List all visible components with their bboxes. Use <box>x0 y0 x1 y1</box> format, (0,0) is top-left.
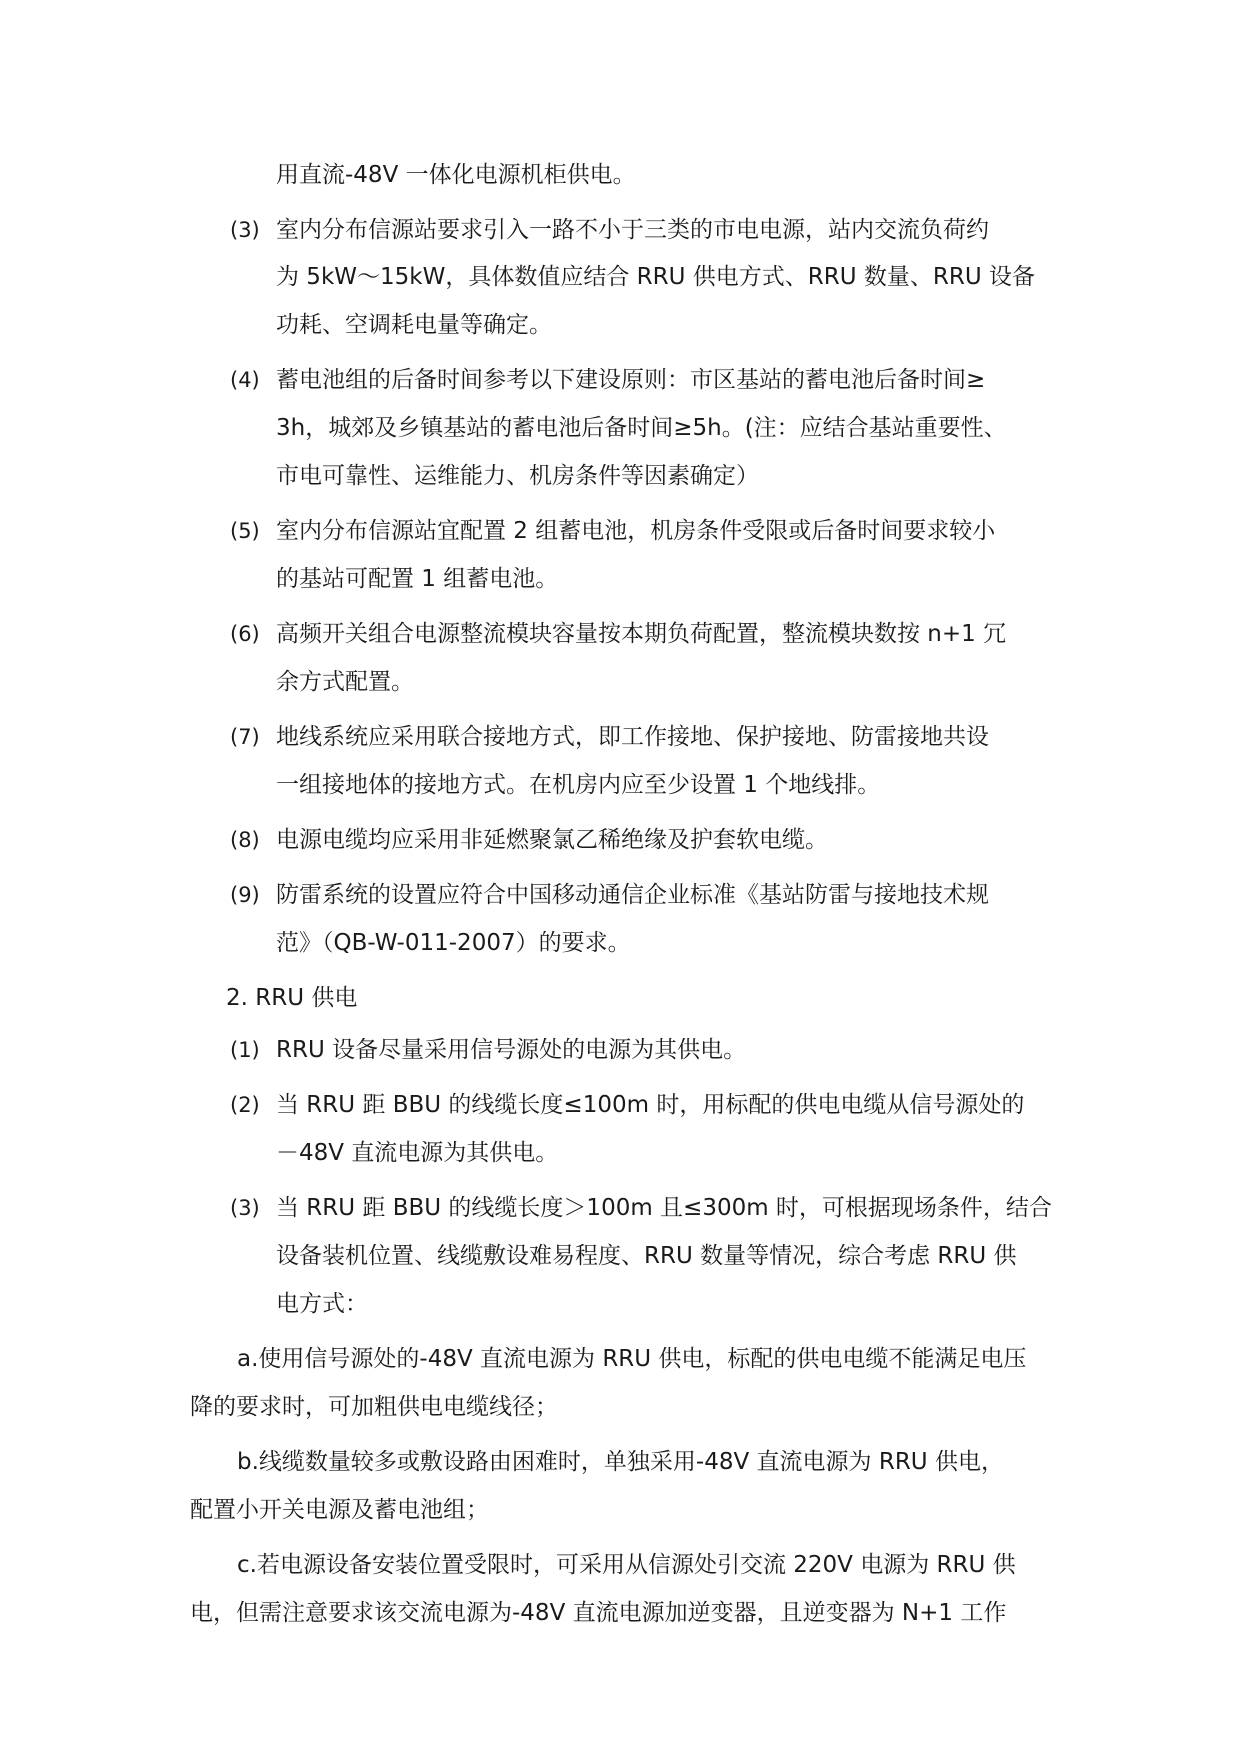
text-line: c.若电源设备安装位置受限时，可采用从信源处引交流 220V 电源为 RRU 供 <box>237 1552 1016 1578</box>
section-heading: 2. RRU 供电 <box>226 985 358 1011</box>
list-number: (6) <box>230 622 260 646</box>
list-number: (3) <box>230 218 260 242</box>
text-line: 高频开关组合电源整流模块容量按本期负荷配置，整流模块数按 n+1 冗 <box>276 621 1007 647</box>
text-line: 余方式配置。 <box>276 669 414 695</box>
text-line: 防雷系统的设置应符合中国移动通信企业标准《基站防雷与接地技术规 <box>276 882 989 908</box>
text-line: －48V 直流电源为其供电。 <box>276 1140 559 1166</box>
list-number: (3) <box>230 1196 260 1220</box>
text-line: 地线系统应采用联合接地方式，即工作接地、保护接地、防雷接地共设 <box>276 724 989 750</box>
text-line: 室内分布信源站宜配置 2 组蓄电池，机房条件受限或后备时间要求较小 <box>276 518 996 544</box>
text-line: b.线缆数量较多或敷设路由困难时，单独采用-48V 直流电源为 RRU 供电， <box>237 1449 1004 1475</box>
list-number: (4) <box>230 368 260 392</box>
text-line: 3h，城郊及乡镇基站的蓄电池后备时间≥5h。(注：应结合基站重要性、 <box>276 415 1007 441</box>
text-line: 用直流-48V 一体化电源机柜供电。 <box>276 162 636 188</box>
list-number: (9) <box>230 883 260 907</box>
text-line: 降的要求时，可加粗供电电缆线径； <box>190 1394 558 1420</box>
list-number: (8) <box>230 828 260 852</box>
text-line: 电方式： <box>276 1291 368 1317</box>
text-line: 室内分布信源站要求引入一路不小于三类的市电电源，站内交流负荷约 <box>276 217 989 243</box>
text-line: 设备装机位置、线缆敷设难易程度、RRU 数量等情况，综合考虑 RRU 供 <box>276 1243 1017 1269</box>
text-line: 当 RRU 距 BBU 的线缆长度≤100m 时，用标配的供电电缆从信号源处的 <box>276 1092 1025 1118</box>
text-line: 一组接地体的接地方式。在机房内应至少设置 1 个地线排。 <box>276 772 881 798</box>
text-line: 配置小开关电源及蓄电池组； <box>190 1497 489 1523</box>
text-line: 为 5kW～15kW，具体数值应结合 RRU 供电方式、RRU 数量、RRU 设备 <box>276 264 1035 290</box>
text-line: 当 RRU 距 BBU 的线缆长度＞100m 且≤300m 时，可根据现场条件，结合 <box>276 1195 1052 1221</box>
text-line: 范》（QB-W-011-2007）的要求。 <box>276 930 631 956</box>
text-line: 市电可靠性、运维能力、机房条件等因素确定） <box>276 463 759 489</box>
text-line: 电源电缆均应采用非延燃聚氯乙稀绝缘及护套软电缆。 <box>276 827 828 853</box>
text-line: a.使用信号源处的-48V 直流电源为 RRU 供电，标配的供电电缆不能满足电压 <box>237 1346 1027 1372</box>
text-line: 电，但需注意要求该交流电源为-48V 直流电源加逆变器，且逆变器为 N+1 工作 <box>190 1600 1007 1626</box>
text-line: RRU 设备尽量采用信号源处的电源为其供电。 <box>276 1037 747 1063</box>
list-number: (2) <box>230 1093 260 1117</box>
list-number: (5) <box>230 519 260 543</box>
list-number: (1) <box>230 1038 260 1062</box>
list-number: (7) <box>230 725 260 749</box>
text-line: 功耗、空调耗电量等确定。 <box>276 312 552 338</box>
text-line: 的基站可配置 1 组蓄电池。 <box>276 566 559 592</box>
text-line: 蓄电池组的后备时间参考以下建设原则：市区基站的蓄电池后备时间≥ <box>276 367 986 393</box>
